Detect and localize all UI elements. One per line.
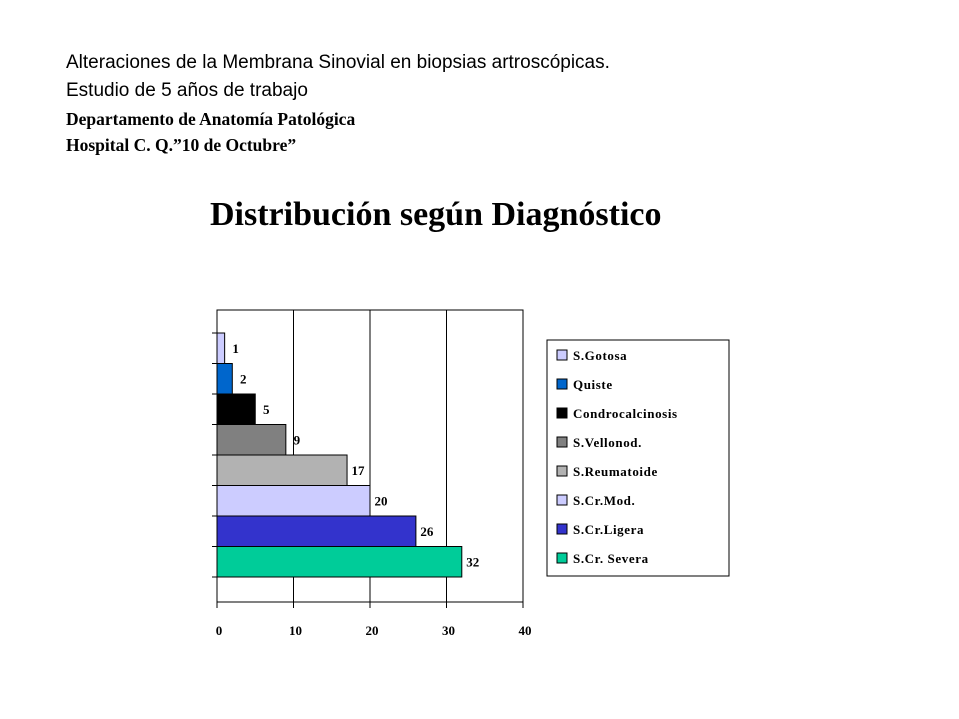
legend-label: S.Cr.Ligera — [573, 522, 645, 537]
bar-condrocalcinosis — [217, 394, 255, 425]
bar-s-reumatoide — [217, 455, 347, 486]
header-line-2: Estudio de 5 años de trabajo — [66, 80, 308, 101]
data-label: 20 — [374, 493, 388, 509]
x-tick-label: 40 — [518, 623, 532, 638]
legend-swatch — [557, 495, 567, 505]
bars-layer — [217, 333, 479, 577]
legend-label: Condrocalcinosis — [573, 406, 678, 421]
legend-swatch — [557, 437, 567, 447]
legend-box — [547, 340, 729, 576]
legend-swatch — [557, 553, 567, 563]
legend-label: S.Vellonod. — [573, 435, 642, 450]
legend-label: S.Cr. Severa — [573, 551, 649, 566]
data-label: 5 — [263, 402, 270, 417]
legend — [547, 340, 729, 576]
header-line-4: Hospital C. Q.”10 de Octubre” — [66, 135, 297, 155]
legend-swatch — [557, 524, 567, 534]
legend-label: Quiste — [573, 377, 613, 392]
legend-label: S.Gotosa — [573, 348, 628, 363]
x-tick-label: 20 — [365, 623, 379, 638]
bar-s-cr-ligera — [217, 516, 416, 547]
bar-s-gotosa — [217, 333, 225, 364]
data-label: 26 — [420, 524, 434, 539]
data-label: 17 — [351, 463, 365, 478]
x-tick-label: 10 — [289, 623, 302, 638]
chart-title: Distribución según Diagnóstico — [210, 196, 662, 233]
x-tick-label: 30 — [442, 623, 455, 638]
bar-s-cr-severa — [217, 547, 462, 578]
data-label: 9 — [293, 432, 301, 448]
legend-label: S.Reumatoide — [573, 464, 658, 479]
data-label: 2 — [240, 371, 247, 387]
legend-label: S.Cr.Mod. — [573, 493, 636, 508]
legend-swatch — [557, 408, 567, 418]
legend-swatch — [557, 379, 567, 389]
bar-s-cr-mod- — [217, 486, 370, 517]
legend-swatch — [557, 466, 567, 476]
data-label: 32 — [466, 554, 480, 570]
bar-s-vellonod- — [217, 425, 286, 456]
x-tick-label: 0 — [215, 623, 223, 638]
bar-quiste — [217, 364, 232, 395]
data-label: 1 — [232, 341, 239, 356]
header-line-3: Departamento de Anatomía Patológica — [66, 109, 356, 129]
legend-swatch — [557, 350, 567, 360]
header-line-1: Alteraciones de la Membrana Sinovial en biopsias artroscópicas. — [66, 52, 610, 73]
